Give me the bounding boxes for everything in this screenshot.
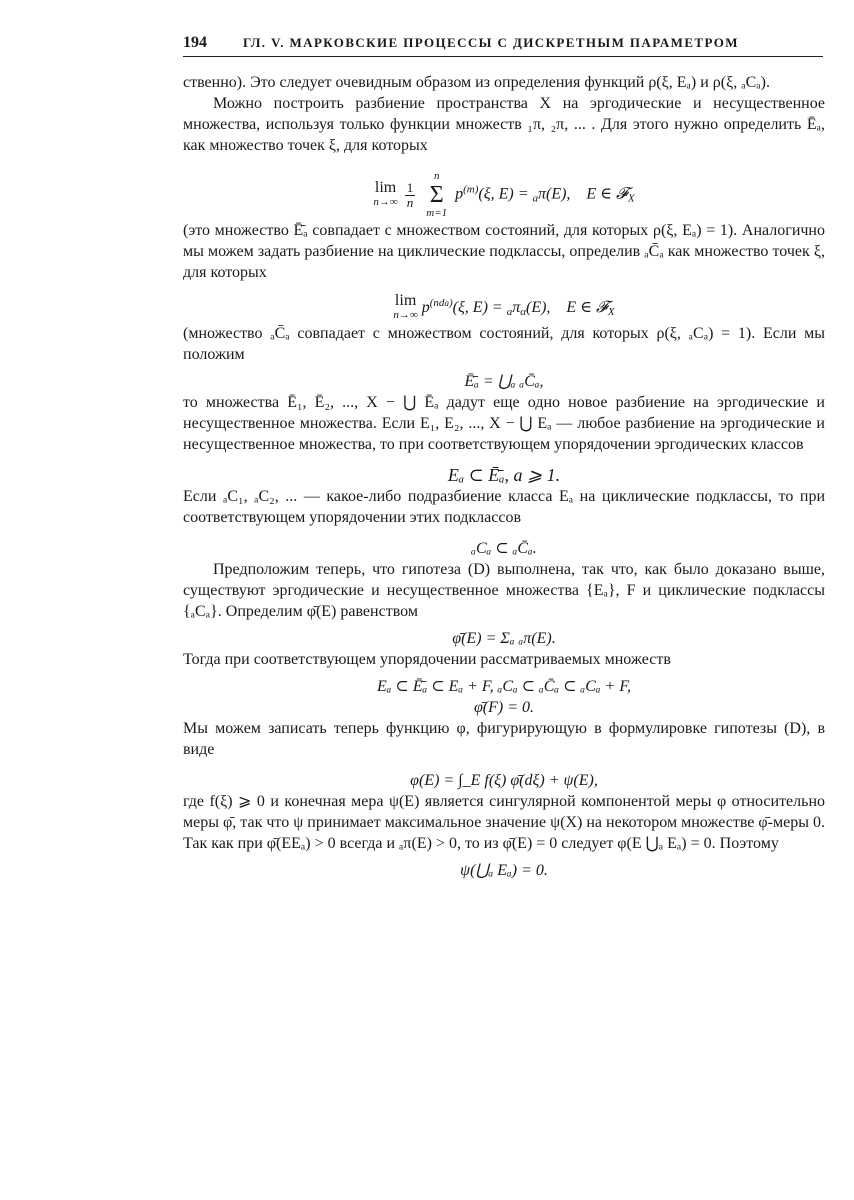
equation-psi-zero: ψ(⋃ₐ Eₐ) = 0. <box>460 862 548 879</box>
running-title: ГЛ. V. МАРКОВСКИЕ ПРОЦЕССЫ С ДИСКРЕТНЫМ ПАРАМЕТРОМ <box>243 35 739 50</box>
equation-phi-bar-f: φ̄(F) = 0. <box>473 699 535 716</box>
paragraph-1: ственно). Это следует очевидным образом из определения функций ρ(ξ, Eₐ) и ρ(ξ, ₐCₐ). <box>183 74 770 91</box>
equation-limit-average: lim n→∞ $\frac{1}{n}$ n Σ m=1 $p^{(m)}(\xi$, E) = $_a$π(E), E ∈ 𝓕$_X$ <box>373 170 635 219</box>
equation-phi-bar: φ̄(E) = Σₐ ₐπ(E). <box>452 630 556 647</box>
equation-phi-decomposition: φ(E) = ∫_E f(ξ) φ̄(dξ) + ψ(E), <box>410 772 598 789</box>
paragraph-5: то множества Ē₁, Ē₂, ..., X − ⋃ Ēₐ дадут еще одно новое разбиение на эргодические и несущественное множества. Если E₁, E₂, ..., X − ⋃ Eₐ — любое разбиение на эргодические и несущественное множества, то при соответствующем упорядочении эргодических классов <box>183 394 825 453</box>
paragraph-9: Мы можем записать теперь функцию φ, фигурирующую в формулировке гипотезы (D), в виде <box>183 720 825 758</box>
page-header <box>183 34 823 57</box>
equation-ordering: Eₐ ⊂ Ē̄ₐ ⊂ Eₐ + F, ₐCₐ ⊂ ₐC̄ₐ ⊂ ₐCₐ + F, <box>376 678 632 695</box>
paragraph-6: Если ₐC₁, ₐC₂, ... — какое-либо подразбиение класса Eₐ на циклические подклассы, то при соответствующем упорядочении этих подклассов <box>183 488 825 526</box>
equation-inclusion-cyclic: ₐCₐ ⊂ ₐC̄ₐ. <box>471 540 537 557</box>
page-number: 194 <box>183 34 207 51</box>
paragraph-3: (это множество Ē̄ₐ совпадает с множеством состояний, для которых ρ(ξ, Eₐ) = 1). Аналогично мы можем задать разбиение на циклические подклассы, определив ₐC̄ₐ как множество точек ξ, для которых <box>183 222 825 281</box>
paragraph-2: Можно построить разбиение пространства X на эргодические и несущественное множества, используя только функции множеств ₁π, ₂π, ... . Для этого нужно определить Ēₐ, как множество точек ξ, для которых <box>183 95 825 154</box>
paragraph-10: где f(ξ) ⩾ 0 и конечная мера ψ(E) является сингулярной компонентой меры φ относительно меры φ̄, так что ψ принимает максимальное значение ψ(X) на некотором множестве φ̄-меры 0. Так как при φ̄(EEₐ) > 0 всегда и ₐπ(E) > 0, то из φ̄(E) = 0 следует φ(E ⋃ₐ Eₐ) = 0. Поэтому <box>183 793 825 852</box>
paragraph-8: Тогда при соответствующем упорядочении рассматриваемых множеств <box>183 651 671 668</box>
equation-inclusion-ergodic: Eₐ ⊂ Ē̄ₐ, a ⩾ 1. <box>447 465 561 485</box>
body-text <box>183 72 825 881</box>
equation-limit-cyclic: lim n→∞ $p^{(nda)}(\xi$, $E) = _a\pi_\alpha(E)$, E ∈ 𝓕$_X$ <box>393 292 615 322</box>
paragraph-7: Предположим теперь, что гипотеза (D) выполнена, так что, как было доказано выше, существуют эргодические и несущественное множества {Eₐ}, F и циклические подклассы {ₐCₐ}. Определим φ̄(E) равенством <box>183 561 825 620</box>
equation-union-cyclic: Ē̄ₐ = ⋃ₐ ₐC̄ₐ, <box>464 373 544 390</box>
paragraph-4: (множество ₐC̄ₐ совпадает с множеством состояний, для которых ρ(ξ, ₐCₐ) = 1). Если мы положим <box>183 325 825 363</box>
